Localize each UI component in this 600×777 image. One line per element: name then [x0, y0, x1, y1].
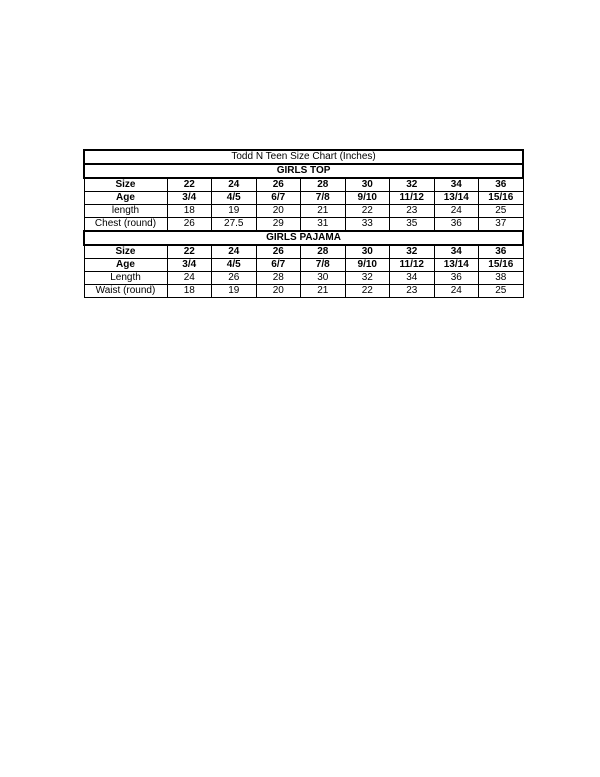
- table-row: [84, 205, 523, 218]
- table-cell: 18: [167, 285, 212, 298]
- table-cell: 34: [434, 245, 479, 259]
- table-cell: 36: [434, 272, 479, 285]
- table-row: [84, 218, 523, 232]
- table-cell: 33: [345, 218, 390, 232]
- table-cell: 3/4: [167, 192, 212, 205]
- row-label: length: [84, 205, 167, 218]
- table-row: [84, 259, 523, 272]
- table-cell: 20: [256, 205, 301, 218]
- table-cell: 34: [390, 272, 435, 285]
- table-cell: 32: [390, 178, 435, 192]
- table-row: [84, 245, 523, 259]
- table-cell: 21: [301, 205, 346, 218]
- table-cell: 31: [301, 218, 346, 232]
- table-cell: 9/10: [345, 259, 390, 272]
- table-cell: 30: [301, 272, 346, 285]
- table-cell: 24: [212, 178, 257, 192]
- table-cell: 34: [434, 178, 479, 192]
- table-cell: 26: [167, 218, 212, 232]
- table-cell: 9/10: [345, 192, 390, 205]
- table-cell: 32: [390, 245, 435, 259]
- row-label: Age: [84, 192, 167, 205]
- table-cell: 36: [479, 178, 524, 192]
- table-cell: 36: [434, 218, 479, 232]
- row-label: Length: [84, 272, 167, 285]
- table-cell: 19: [212, 205, 257, 218]
- table-cell: 24: [212, 245, 257, 259]
- section-header-row: [84, 231, 523, 245]
- table-cell: 28: [256, 272, 301, 285]
- table-cell: 4/5: [212, 259, 257, 272]
- table-cell: 4/5: [212, 192, 257, 205]
- section-title: GIRLS PAJAMA: [84, 231, 523, 245]
- table-cell: 24: [167, 272, 212, 285]
- table-cell: 23: [390, 205, 435, 218]
- row-label: Waist (round): [84, 285, 167, 298]
- table-cell: 26: [212, 272, 257, 285]
- section-header-row: [84, 164, 523, 178]
- chart-title: Todd N Teen Size Chart (Inches): [84, 150, 523, 164]
- table-row: [84, 285, 523, 298]
- table-cell: 15/16: [479, 259, 524, 272]
- table-cell: 30: [345, 245, 390, 259]
- table-cell: 6/7: [256, 192, 301, 205]
- table-cell: 28: [301, 178, 346, 192]
- table-cell: 37: [479, 218, 524, 232]
- size-chart-body: [84, 150, 523, 298]
- table-cell: 35: [390, 218, 435, 232]
- table-cell: 24: [434, 285, 479, 298]
- table-cell: 18: [167, 205, 212, 218]
- table-cell: 19: [212, 285, 257, 298]
- table-cell: 26: [256, 178, 301, 192]
- table-cell: 6/7: [256, 259, 301, 272]
- table-cell: 25: [479, 205, 524, 218]
- table-cell: 7/8: [301, 192, 346, 205]
- table-cell: 24: [434, 205, 479, 218]
- row-label: Chest (round): [84, 218, 167, 232]
- size-chart-table: [83, 149, 524, 298]
- title-row: [84, 150, 523, 164]
- table-cell: 13/14: [434, 192, 479, 205]
- table-cell: 27.5: [212, 218, 257, 232]
- table-cell: 28: [301, 245, 346, 259]
- table-cell: 38: [479, 272, 524, 285]
- table-cell: 11/12: [390, 192, 435, 205]
- table-cell: 15/16: [479, 192, 524, 205]
- row-label: Size: [84, 245, 167, 259]
- table-row: [84, 178, 523, 192]
- table-cell: 23: [390, 285, 435, 298]
- table-cell: 22: [167, 178, 212, 192]
- table-cell: 22: [345, 205, 390, 218]
- table-row: [84, 272, 523, 285]
- row-label: Size: [84, 178, 167, 192]
- section-title: GIRLS TOP: [84, 164, 523, 178]
- table-cell: 22: [345, 285, 390, 298]
- table-cell: 30: [345, 178, 390, 192]
- table-cell: 7/8: [301, 259, 346, 272]
- table-row: [84, 192, 523, 205]
- table-cell: 13/14: [434, 259, 479, 272]
- table-cell: 32: [345, 272, 390, 285]
- table-cell: 21: [301, 285, 346, 298]
- table-cell: 20: [256, 285, 301, 298]
- row-label: Age: [84, 259, 167, 272]
- table-cell: 11/12: [390, 259, 435, 272]
- table-cell: 25: [479, 285, 524, 298]
- table-cell: 3/4: [167, 259, 212, 272]
- table-cell: 29: [256, 218, 301, 232]
- table-cell: 22: [167, 245, 212, 259]
- table-cell: 26: [256, 245, 301, 259]
- table-cell: 36: [479, 245, 524, 259]
